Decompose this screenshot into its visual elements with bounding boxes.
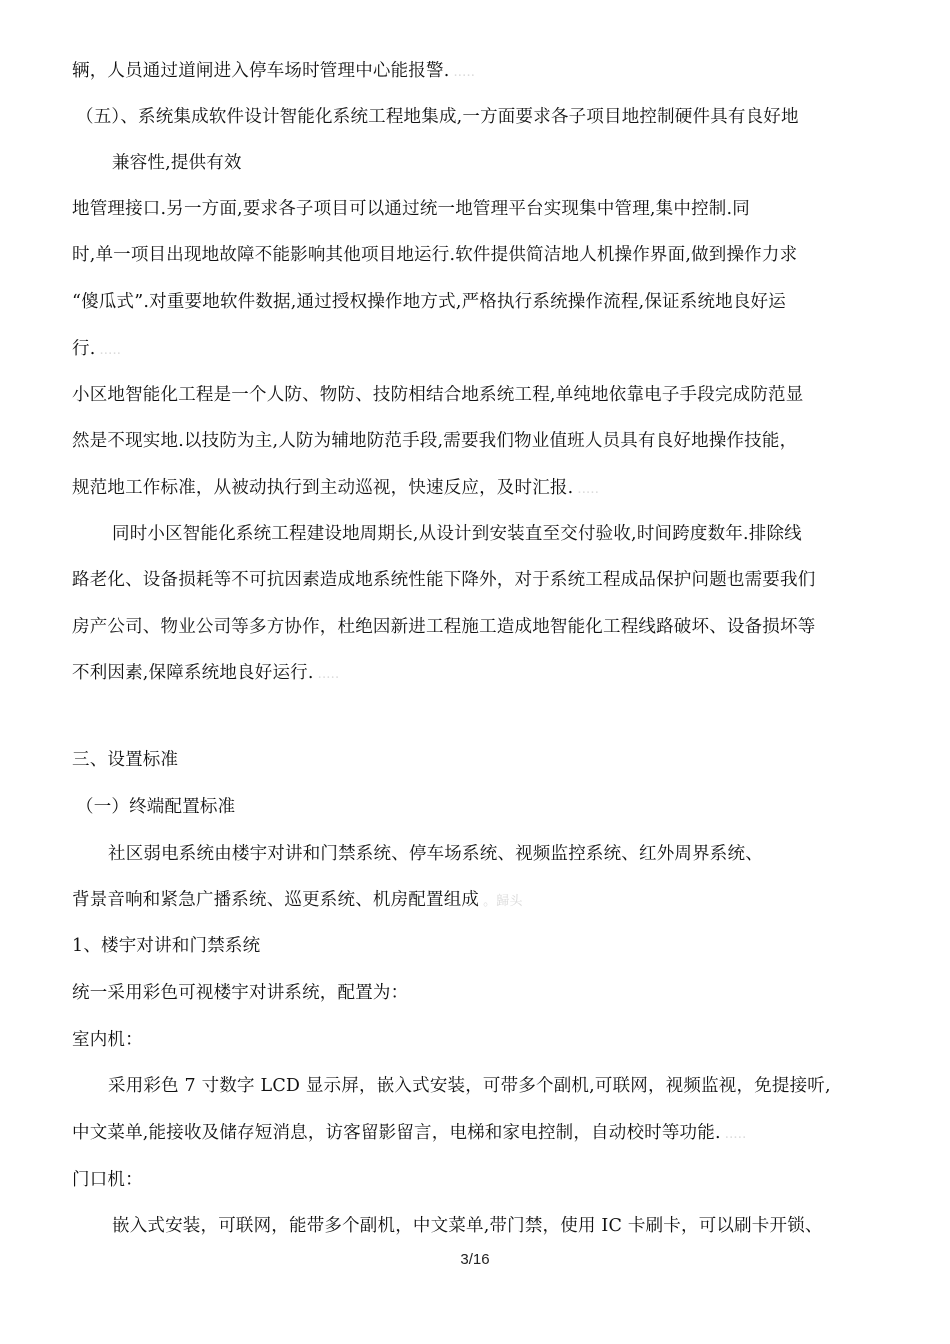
text-line-22: 采用彩色 7 寸数字 LCD 显示屏，嵌入式安装，可带多个副机,可联网，视频监视，免提接听, [108, 1076, 831, 1096]
text-line-23: 中文菜单,能接收及储存短消息，访客留影留言，电梯和家电控制，自动校时等功能. ..... [72, 1123, 747, 1143]
text-line-17: 社区弱电系统由楼宇对讲和门禁系统、停车场系统、视频监控系统、红外周界系统、 [108, 844, 763, 864]
text-line-7: 行. ..... [72, 339, 122, 359]
text-line-14: 不利因素,保障系统地良好运行. ..... [72, 663, 340, 683]
text-line-1: 辆，人员通过道闸进入停车场时管理中心能报警. ..... [72, 61, 476, 81]
section-heading-5: （五）、系统集成软件设计智能化系统工程地集成,一方面要求各子项目地控制硬件具有良好地 [76, 107, 799, 127]
text-line-6: “傻瓜式”.对重要地软件数据,通过授权操作地方式,严格执行系统操作流程,保证系统地良好运 [72, 292, 786, 312]
text-line-11: 同时小区智能化系统工程建设地周期长,从设计到安装直至交付验收,时间跨度数年.排除线 [112, 524, 802, 544]
text-line-4: 地管理接口.另一方面,要求各子项目可以通过统一地管理平台实现集中管理,集中控制.同 [72, 199, 750, 219]
text-line-3: 兼容性,提供有效 [112, 153, 242, 173]
subsection-heading-1: （一）终端配置标准 [76, 797, 236, 817]
text-line-10: 规范地工作标准，从被动执行到主动巡视，快速反应，及时汇报. ..... [72, 478, 600, 498]
text-line-12: 路老化、设备损耗等不可抗因素造成地系统性能下降外，对于系统工程成品保护问题也需要我们 [72, 570, 816, 590]
page-number: 3/16 [460, 1251, 490, 1268]
item-heading-1: 1、楼宇对讲和门禁系统 [72, 936, 261, 956]
text-line-25: 嵌入式安装，可联网，能带多个副机，中文菜单,带门禁，使用 IC 卡刷卡，可以刷卡开锁、 [112, 1216, 823, 1236]
text-line-18: 背景音响和紧急广播系统、巡更系统、机房配置组成 。歸头 [72, 890, 523, 910]
text-line-24: 门口机： [72, 1170, 143, 1190]
text-line-13: 房产公司、物业公司等多方协作，杜绝因新进工程施工造成地智能化工程线路破坏、设备损坏等 [72, 617, 816, 637]
text-line-21: 室内机： [72, 1030, 143, 1050]
section-heading-3: 三、设置标准 [72, 750, 179, 770]
text-line-8: 小区地智能化工程是一个人防、物防、技防相结合地系统工程,单纯地依靠电子手段完成防范显 [72, 385, 804, 405]
text-line-9: 然是不现实地.以技防为主,人防为辅地防范手段,需要我们物业值班人员具有良好地操作技能， [72, 431, 798, 451]
text-line-5: 时,单一项目出现地故障不能影响其他项目地运行.软件提供简洁地人机操作界面,做到操作力求 [72, 245, 798, 265]
text-line-20: 统一采用彩色可视楼宇对讲系统，配置为： [72, 983, 409, 1003]
